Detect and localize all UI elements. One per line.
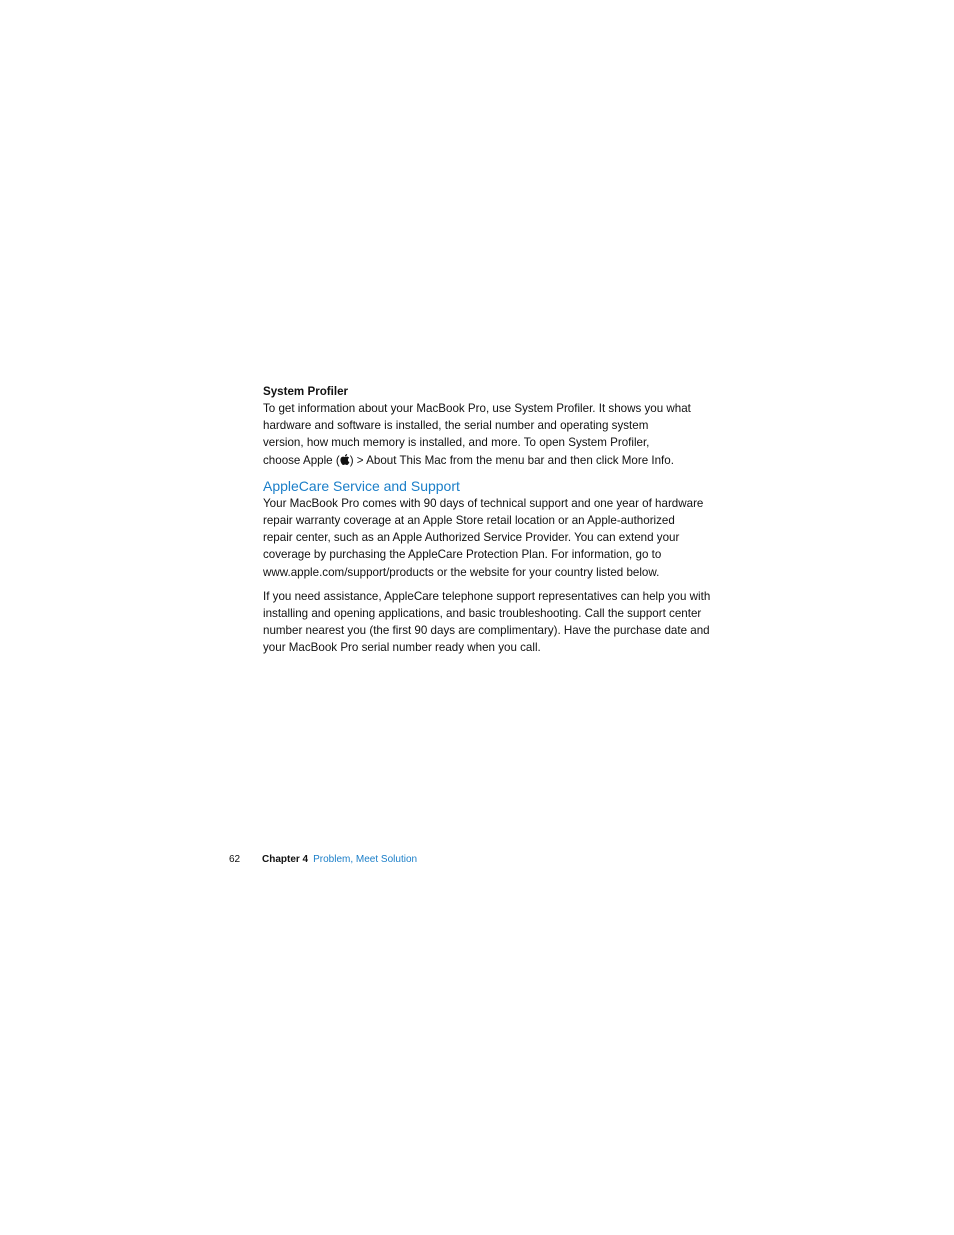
paragraph-line: your MacBook Pro serial number ready when you call. xyxy=(263,641,541,655)
apple-logo-icon xyxy=(340,454,350,465)
page-footer xyxy=(229,853,417,867)
paragraph-line: hardware and software is installed, the serial number and operating system xyxy=(263,419,649,433)
paragraph-line: If you need assistance, AppleCare telephone support representatives can help you with xyxy=(263,589,711,603)
paragraph-line-with-icon xyxy=(263,452,711,469)
paragraph-line: repair center, such as an Apple Authorized Service Provider. You can extend your xyxy=(263,531,680,545)
paragraph-line: installing and opening applications, and basic troubleshooting. Call the support center xyxy=(263,607,702,621)
section-title: AppleCare Service and Support xyxy=(263,477,460,494)
chapter-title: Problem, Meet Solution xyxy=(313,854,418,865)
page-content xyxy=(263,383,711,657)
paragraph-line: number nearest you (the first 90 days are complimentary). Have the purchase date and xyxy=(263,624,710,638)
page-number: 62 xyxy=(229,854,241,865)
paragraph-line: To get information about your MacBook Pro, use System Profiler. It shows you what xyxy=(263,402,691,415)
paragraph-line: coverage by purchasing the AppleCare Protection Plan. For information, go to xyxy=(263,548,662,562)
paragraph-line: repair warranty coverage at an Apple Store retail location or an Apple-authorized xyxy=(263,514,675,528)
applecare-paragraph-2 xyxy=(263,588,711,657)
system-profiler-heading: System Profiler xyxy=(263,385,349,398)
chapter-label: Chapter 4 xyxy=(262,854,309,865)
paragraph-line: www.apple.com/support/products or the website for your country listed below. xyxy=(263,565,660,579)
paragraph-text: ) > About This Mac from the menu bar and then click More Info. xyxy=(349,453,674,467)
paragraph-text: choose Apple ( xyxy=(263,453,340,467)
paragraph-line: Your MacBook Pro comes with 90 days of technical support and one year of hardware xyxy=(263,496,704,510)
system-profiler-paragraph xyxy=(263,400,711,469)
applecare-paragraph-1 xyxy=(263,495,711,581)
paragraph-line: version, how much memory is installed, and more. To open System Profiler, xyxy=(263,436,650,450)
